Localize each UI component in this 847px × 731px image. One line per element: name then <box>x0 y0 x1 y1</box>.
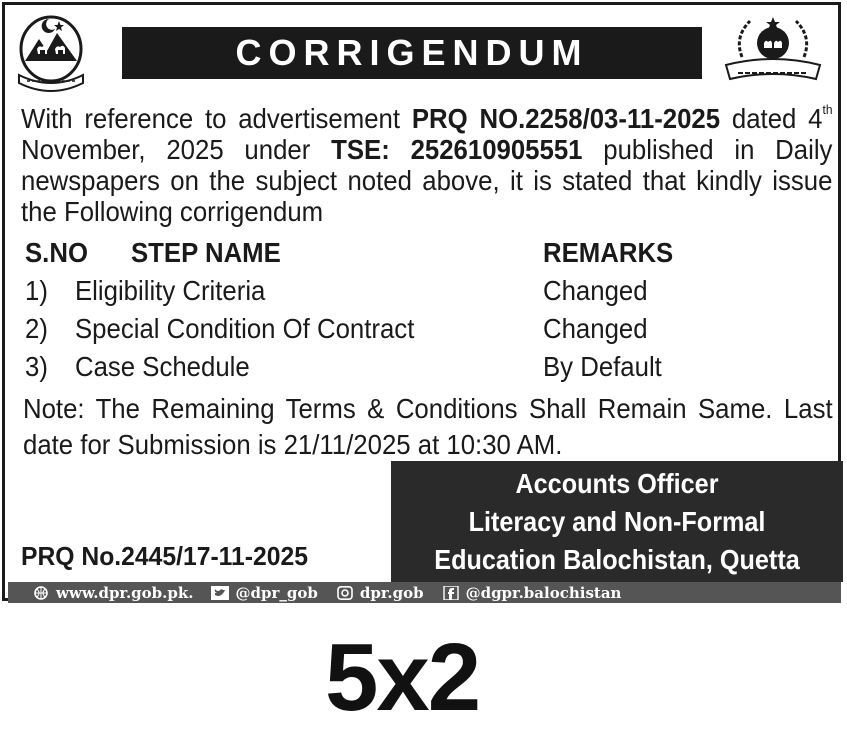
facebook-item[interactable] <box>442 584 622 602</box>
twitter-text: @dpr_gob <box>235 583 318 602</box>
prq-number: PRQ No.2445/17-11-2025 <box>21 541 308 571</box>
table-row <box>25 313 835 351</box>
note-paragraph <box>23 391 833 463</box>
row-remarks: Changed <box>543 275 648 306</box>
header-remarks: REMARKS <box>543 237 674 268</box>
website-item[interactable] <box>32 584 193 602</box>
row-remarks: By Default <box>543 351 662 382</box>
facebook-icon <box>442 586 460 600</box>
row-step-name: Case Schedule <box>75 351 250 382</box>
date-superscript: th <box>822 102 833 117</box>
twitter-icon <box>211 586 229 600</box>
twitter-item[interactable] <box>211 584 317 602</box>
dgpr-emblem-logo <box>720 13 826 89</box>
header-step-name: STEP NAME <box>131 237 281 268</box>
facebook-text: @dgpr.balochistan <box>465 583 622 602</box>
note-line-1: Note: The Remaining Terms & Conditions Shall Remain Same. Last <box>23 393 833 424</box>
intro-paragraph <box>21 103 832 227</box>
row-step-name: Eligibility Criteria <box>75 275 266 306</box>
row-sno: 1) <box>25 275 48 306</box>
row-sno: 3) <box>25 351 48 382</box>
header-sno: S.NO <box>25 237 88 268</box>
instagram-item[interactable] <box>336 584 424 602</box>
signature-block <box>391 461 843 582</box>
row-step-name: Special Condition Of Contract <box>75 313 415 344</box>
instagram-icon <box>336 586 354 600</box>
advertisement-prq-ref: PRQ NO.2258/03-11-2025 <box>411 103 721 134</box>
table-row <box>25 351 835 389</box>
row-sno: 2) <box>25 313 48 344</box>
row-remarks: Changed <box>543 313 648 344</box>
contact-footer <box>8 582 841 603</box>
intro-text-4: published in Daily newspapers on the subject noted above, it is stated that kindly issue the Following corrigendum <box>21 134 833 227</box>
note-line-2: date for Submission is 21/11/2025 at 10:30 AM. <box>23 429 563 460</box>
globe-icon <box>32 586 50 600</box>
table-header <box>25 237 835 275</box>
corrigendum-title: CORRIGENDUM <box>122 27 702 79</box>
balochistan-emblem-logo <box>13 9 89 95</box>
tse-number: TSE: 252610905551 <box>331 134 583 165</box>
advertisement-frame <box>2 2 841 601</box>
intro-text-2: dated 4 <box>720 103 823 134</box>
signature-line-2: Literacy and Non-Formal <box>468 506 766 537</box>
table-row <box>25 275 835 313</box>
intro-text-3: November, 2025 under <box>21 134 332 165</box>
signature-line-1: Accounts Officer <box>515 468 719 499</box>
corrigendum-table <box>25 237 835 389</box>
intro-text-1: With reference to advertisement <box>21 103 412 134</box>
signature-line-3: Education Balochistan, Quetta <box>434 544 800 575</box>
instagram-text: dpr.gob <box>359 583 424 602</box>
website-text: www.dpr.gob.pk. <box>56 583 194 602</box>
ad-size-label: 5x2 <box>325 624 480 731</box>
